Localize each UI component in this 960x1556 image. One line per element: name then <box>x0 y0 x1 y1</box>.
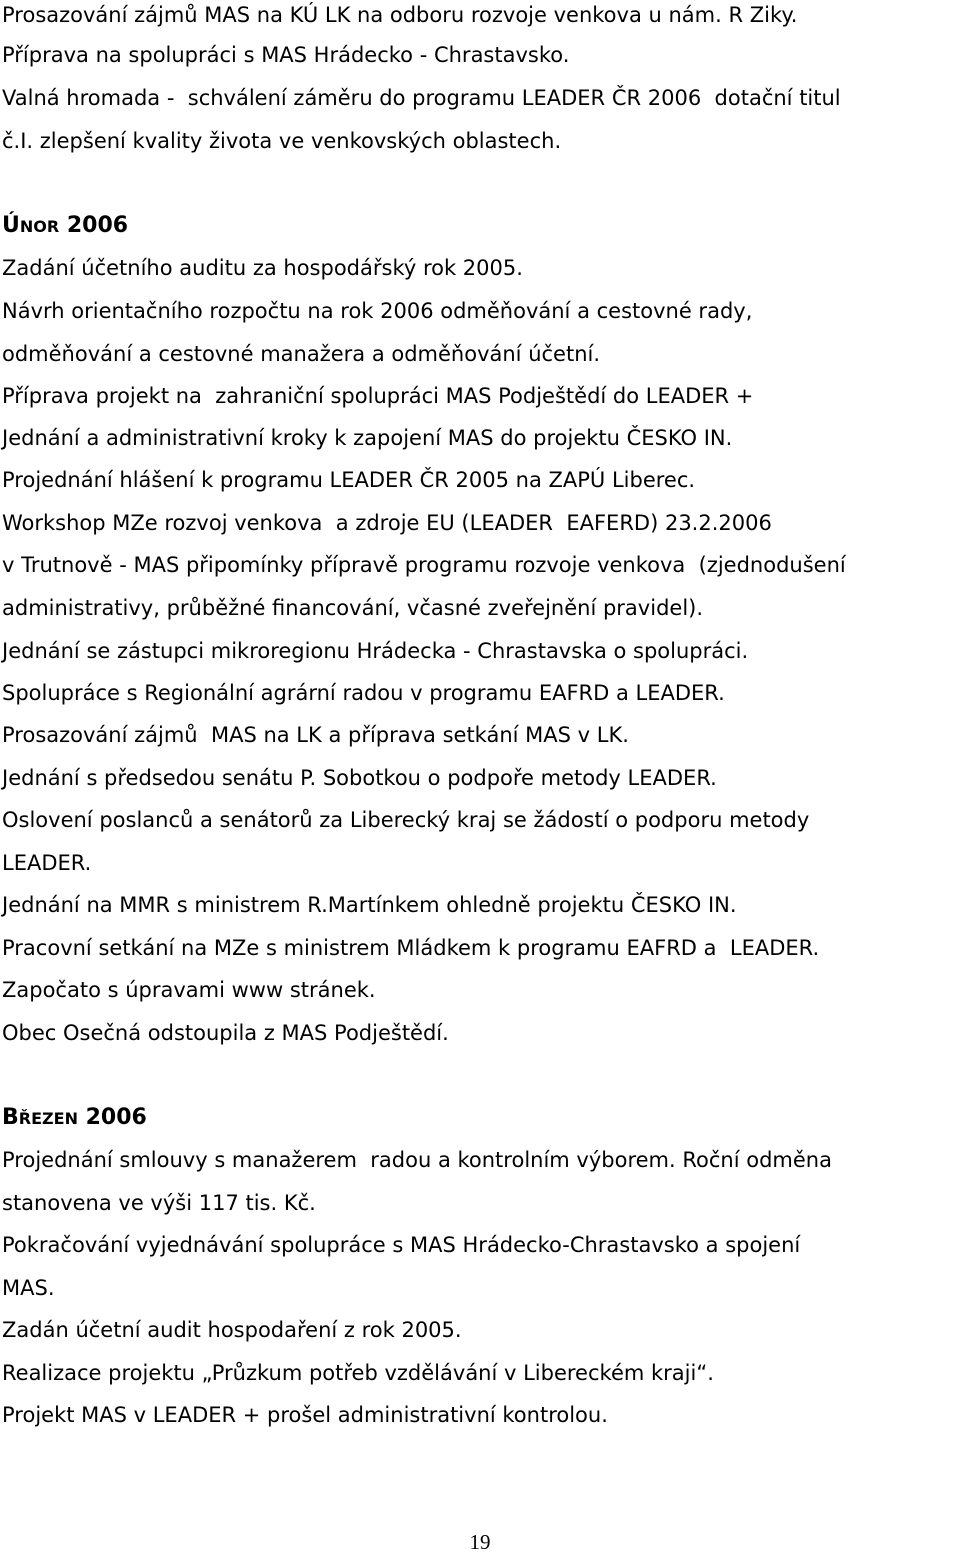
text-line: Projekt MAS v LEADER + prošel administrativní kontrolou. <box>2 1403 608 1427</box>
heading-cap: B <box>2 1105 19 1130</box>
text-line: Obec Osečná odstoupila z MAS Podještědí. <box>2 1021 449 1045</box>
text-line: Jednání s předsedou senátu P. Sobotkou o podpoře metody LEADER. <box>2 766 717 790</box>
text-line: Příprava projekt na zahraniční spolupráci MAS Podještědí do LEADER + <box>2 384 754 408</box>
text-line: Příprava na spolupráci s MAS Hrádecko - Chrastavsko. <box>2 43 570 67</box>
text-line: Oslovení poslanců a senátorů za Liberecký kraj se žádostí o podporu metody <box>2 808 810 832</box>
text-line: Workshop MZe rozvoj venkova a zdroje EU (LEADER EAFERD) 23.2.2006 <box>2 511 772 535</box>
heading-year: 2006 <box>77 1105 147 1130</box>
heading-small-caps: ŘEZEN <box>18 1109 78 1128</box>
text-line: Zadán účetní audit hospodaření z rok 2005. <box>2 1318 462 1342</box>
text-line: Realizace projektu „Průzkum potřeb vzdělávání v Libereckém kraji“. <box>2 1361 714 1385</box>
text-line: Jednání na MMR s ministrem R.Martínkem ohledně projektu ČESKO IN. <box>2 893 737 917</box>
text-line: Prosazování zájmů MAS na KÚ LK na odboru rozvoje venkova u nám. R Ziky. <box>2 3 798 27</box>
heading-year: 2006 <box>59 213 129 238</box>
text-line: Projednání hlášení k programu LEADER ČR 2005 na ZAPÚ Liberec. <box>2 468 696 492</box>
text-line: č.I. zlepšení kvality života ve venkovských oblastech. <box>2 129 562 153</box>
text-line: v Trutnově - MAS připomínky přípravě programu rozvoje venkova (zjednodušení <box>2 553 846 577</box>
text-line: Jednání se zástupci mikroregionu Hrádecka - Chrastavska o spolupráci. <box>2 639 749 663</box>
text-line: Započato s úpravami www stránek. <box>2 978 376 1002</box>
text-line: odměňování a cestovné manažera a odměňování účetní. <box>2 342 601 366</box>
page-number: 19 <box>469 1530 491 1554</box>
text-line: stanovena ve výši 117 tis. Kč. <box>2 1191 316 1215</box>
text-line: Návrh orientačního rozpočtu na rok 2006 odměňování a cestovné rady, <box>2 299 753 323</box>
text-line: administrativy, průběžné financování, včasné zveřejnění pravidel). <box>2 596 704 620</box>
heading-small-caps: NOR <box>19 217 60 236</box>
text-line: Valná hromada - schválení záměru do programu LEADER ČR 2006 dotační titul <box>2 86 841 110</box>
text-line: Jednání a administrativní kroky k zapojení MAS do projektu ČESKO IN. <box>2 426 733 450</box>
text-line: Pracovní setkání na MZe s ministrem Mládkem k programu EAFRD a LEADER. <box>2 936 820 960</box>
heading-cap: Ú <box>2 213 20 238</box>
text-line: Spolupráce s Regionální agrární radou v programu EAFRD a LEADER. <box>2 681 725 705</box>
text-line: LEADER. <box>2 851 92 875</box>
text-line: Projednání smlouvy s manažerem radou a kontrolním výborem. Roční odměna <box>2 1148 832 1172</box>
text-line: Pokračování vyjednávání spolupráce s MAS Hrádecko-Chrastavsko a spojení <box>2 1233 801 1257</box>
section-heading-brezen <box>2 1104 147 1133</box>
text-line: MAS. <box>2 1276 55 1300</box>
text-line: Prosazování zájmů MAS na LK a příprava setkání MAS v LK. <box>2 723 629 747</box>
section-heading-unor <box>2 212 128 241</box>
text-line: Zadání účetního auditu za hospodářský rok 2005. <box>2 256 523 280</box>
